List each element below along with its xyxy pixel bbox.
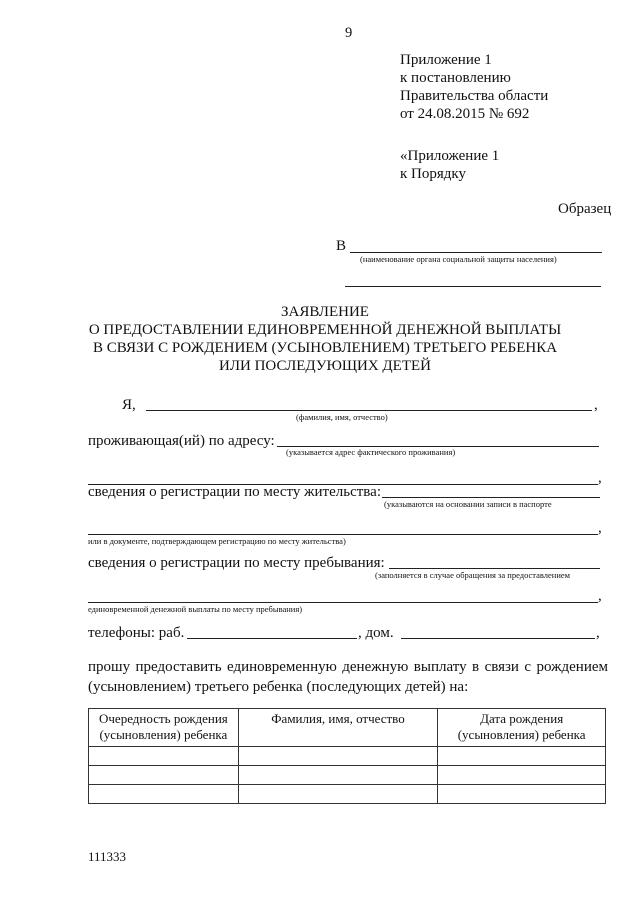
title-line-1: ЗАЯВЛЕНИЕ bbox=[281, 304, 369, 320]
annex-line-1: «Приложение 1 bbox=[400, 148, 500, 164]
table-header-name: Фамилия, имя, отчество bbox=[238, 709, 438, 747]
phones-separator: , дом. bbox=[358, 625, 394, 641]
stay-caption: (заполняется в случае обращения за предоставлением bbox=[375, 570, 571, 580]
title-line-4: ИЛИ ПОСЛЕДУЮЩИХ ДЕТЕЙ bbox=[219, 358, 431, 374]
addressee-line[interactable] bbox=[350, 252, 602, 253]
annex-line-2: к Порядку bbox=[400, 166, 466, 182]
request-text: прошу предоставить единовременную денежную выплату в связи с рождением (усыновлением) третьего ребенка (последующих детей) на: bbox=[88, 659, 608, 695]
sample-label: Образец bbox=[558, 201, 612, 217]
address-caption: (указывается адрес фактического проживания) bbox=[286, 447, 456, 457]
table-cell[interactable] bbox=[238, 766, 438, 785]
table-cell[interactable] bbox=[89, 747, 239, 766]
address-label: проживающая(ий) по адресу: bbox=[88, 433, 275, 449]
phone-work-line[interactable] bbox=[187, 638, 357, 639]
table-cell[interactable] bbox=[89, 766, 239, 785]
table-row bbox=[89, 747, 606, 766]
footer-code: 111333 bbox=[88, 849, 127, 864]
table-row bbox=[89, 785, 606, 804]
table-header-date: Дата рождения (усыновления) ребенка bbox=[438, 709, 606, 747]
stay-caption-2: единовременной денежной выплаты по месту пребывания) bbox=[88, 604, 303, 614]
stay-label: сведения о регистрации по месту пребывания: bbox=[88, 555, 385, 571]
applicant-caption: (фамилия, имя, отчество) bbox=[296, 412, 388, 422]
title-line-3: В СВЯЗИ С РОЖДЕНИЕМ (УСЫНОВЛЕНИЕМ) ТРЕТЬЕГО РЕБЕНКА bbox=[92, 340, 558, 356]
registration-label: сведения о регистрации по месту жительства: bbox=[88, 484, 381, 500]
stay-line-2[interactable] bbox=[88, 602, 598, 603]
address-comma: , bbox=[598, 470, 602, 486]
phones-comma: , bbox=[596, 625, 600, 641]
header-line-3: Правительства области bbox=[400, 88, 549, 104]
registration-comma: , bbox=[598, 520, 602, 536]
table-cell[interactable] bbox=[438, 766, 606, 785]
header-line-4: от 24.08.2015 № 692 bbox=[400, 106, 530, 122]
title-line-2: О ПРЕДОСТАВЛЕНИИ ЕДИНОВРЕМЕННОЙ ДЕНЕЖНОЙ ВЫПЛАТЫ bbox=[88, 322, 562, 338]
applicant-comma: , bbox=[594, 397, 598, 413]
stay-line[interactable] bbox=[389, 568, 600, 569]
registration-caption: (указываются на основании записи в паспорте bbox=[384, 499, 552, 509]
addressee-line-2[interactable] bbox=[345, 286, 601, 287]
table-cell[interactable] bbox=[238, 785, 438, 804]
registration-line-2[interactable] bbox=[88, 534, 598, 535]
phones-label: телефоны: раб. bbox=[88, 625, 185, 641]
children-table bbox=[88, 708, 606, 804]
applicant-name-line[interactable] bbox=[146, 410, 592, 411]
addressee-caption: (наименование органа социальной защиты населения) bbox=[360, 254, 557, 264]
table-header-row bbox=[89, 709, 606, 747]
table-cell[interactable] bbox=[438, 785, 606, 804]
page-number: 9 bbox=[345, 25, 353, 41]
phone-home-line[interactable] bbox=[401, 638, 595, 639]
table-cell[interactable] bbox=[238, 747, 438, 766]
registration-line[interactable] bbox=[382, 497, 600, 498]
stay-comma: , bbox=[598, 588, 602, 604]
table-header-order: Очередность рождения (усыновления) ребенка bbox=[89, 709, 239, 747]
applicant-prefix: Я, bbox=[122, 397, 136, 413]
header-line-1: Приложение 1 bbox=[400, 52, 492, 68]
header-line-2: к постановлению bbox=[400, 70, 511, 86]
table-row bbox=[89, 766, 606, 785]
addressee-prefix: В bbox=[336, 238, 347, 254]
table-cell[interactable] bbox=[438, 747, 606, 766]
registration-caption-2: или в документе, подтверждающем регистрацию по месту жительства) bbox=[88, 536, 346, 546]
table-cell[interactable] bbox=[89, 785, 239, 804]
